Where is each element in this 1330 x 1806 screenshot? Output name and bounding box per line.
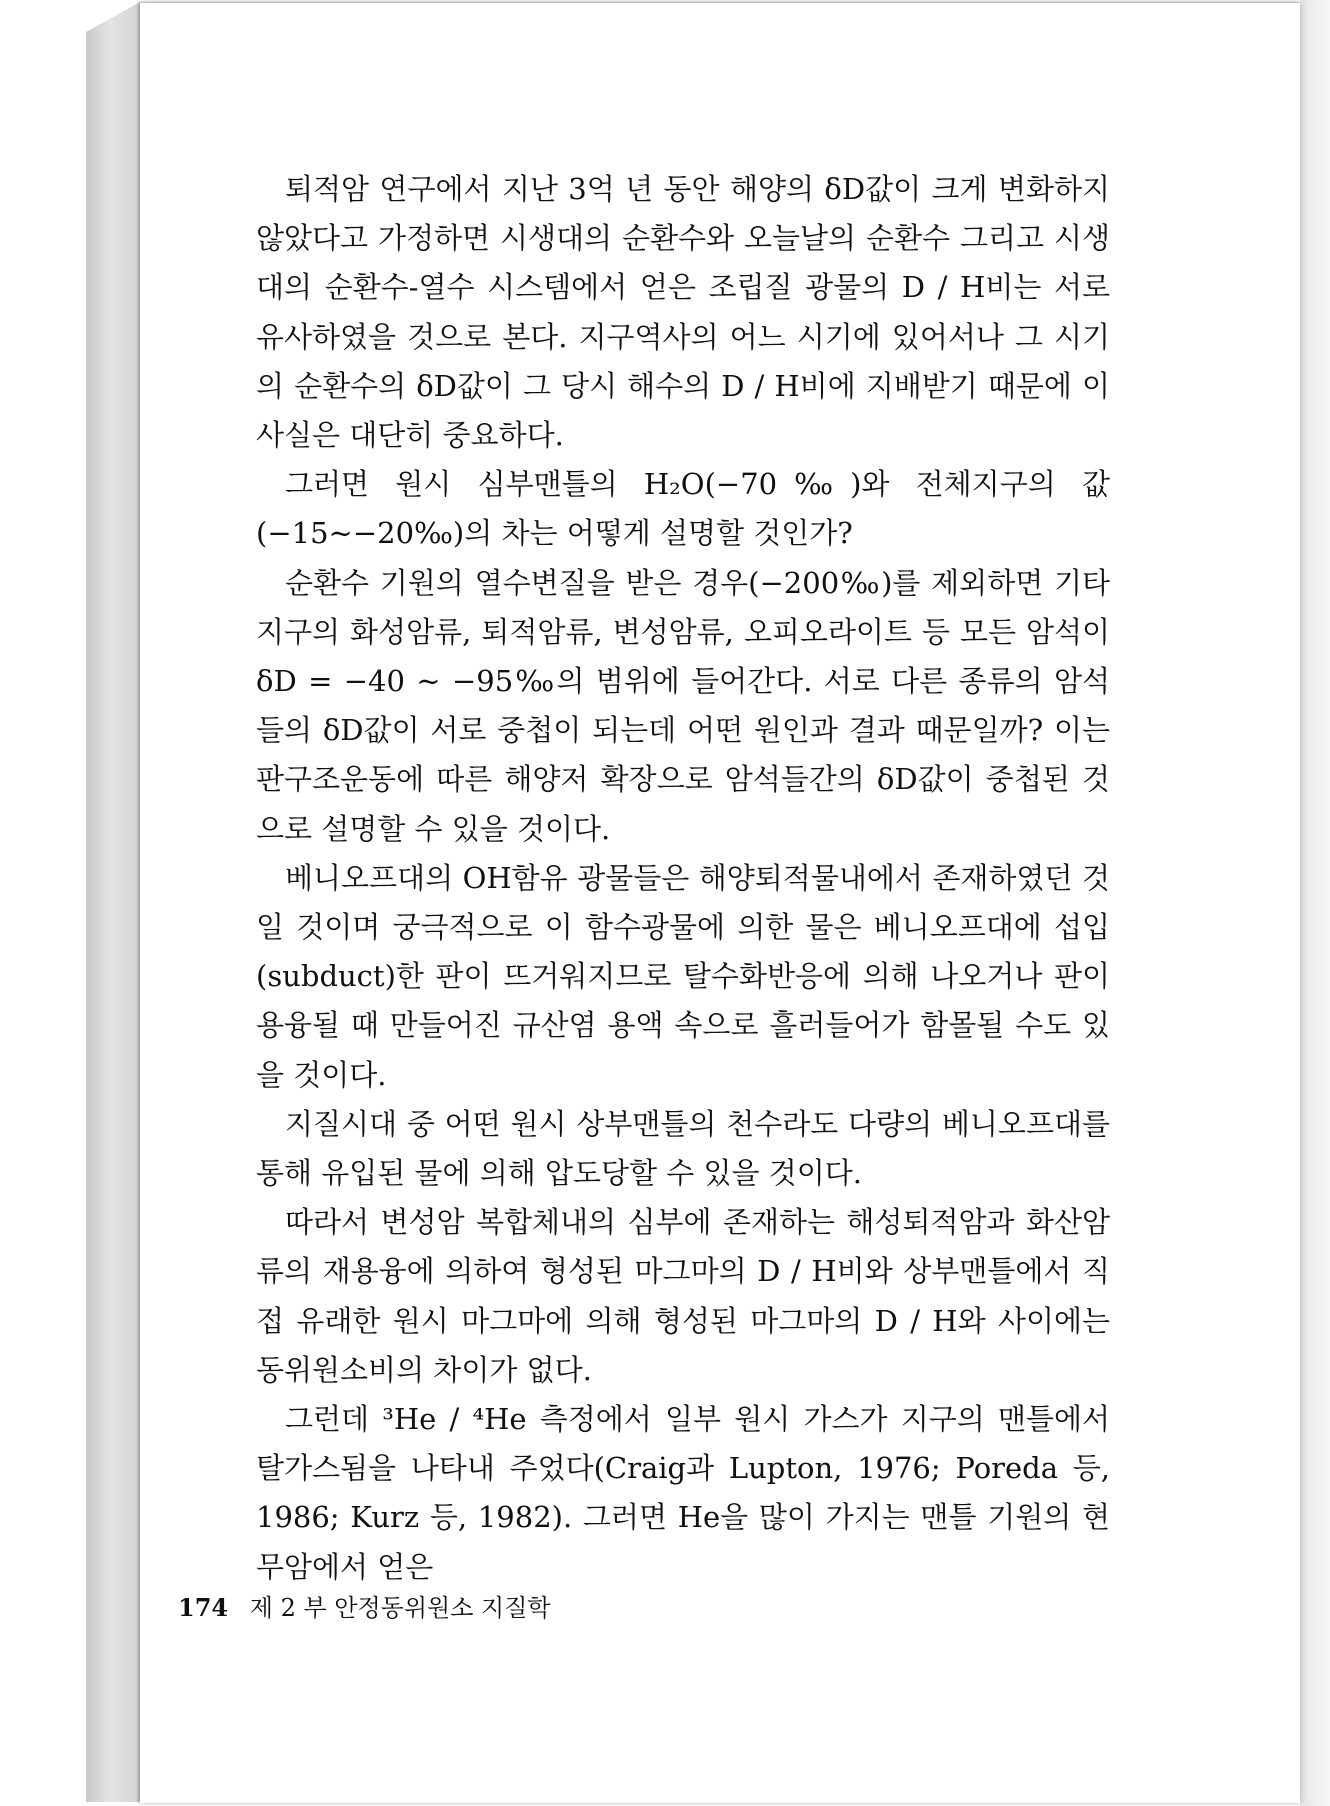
paragraph: 따라서 변성암 복합체내의 심부에 존재하는 해성퇴적암과 화산암류의 재용융에 의하여 형성된 마그마의 D / H비와 상부맨틀에서 직접 유래한 원시 마그마에 의해 형성된 마그마의 D / H와 사이에는 동위원소비의 차이가 없다. [256,1205,1110,1387]
paragraph: 베니오프대의 OH함유 광물들은 해양퇴적물내에서 존재하였던 것일 것이며 궁극적으로 이 함수광물에 의한 물은 베니오프대에 섭입(subduct)한 판이 뜨거워지므로 탈수화반응에 의해 나오거나 판이 용융될 때 만들어진 규산염 용액 속으로 흘러들어가 함몰될 수도 있을 것이다. [256,860,1110,1092]
part-label: 제 2 부 [249,1594,327,1622]
book-page [140,2,1300,1803]
paragraph: 그러면 원시 심부맨틀의 H₂O(−70‰)와 전체지구의 값(−15∼−20‰)의 차는 어떻게 설명할 것인가? [256,467,1110,551]
book-left-edge [86,2,140,1802]
book-right-edge [1300,0,1330,1806]
paragraph: 순환수 기원의 열수변질을 받은 경우(−200‰)를 제외하면 기타 지구의 화성암류, 퇴적암류, 변성암류, 오피오라이트 등 모든 암석이 δD = −40 ∼ −95‰의 범위에 들어간다. 서로 다른 종류의 암석들의 δD값이 서로 중첩이 되는데 어떤 원인과 결과 때문일까? 이는 판구조운동에 따른 해양저 확장으로 암석들간의 δD값이 중첩된 것으로 설명할 수 있을 것이다. [256,565,1110,846]
paragraph: 지질시대 중 어떤 원시 상부맨틀의 천수라도 다량의 베니오프대를 통해 유입된 물에 의해 압도당할 수 있을 것이다. [256,1106,1110,1191]
page-number: 174 [178,1593,229,1622]
paragraph: 퇴적암 연구에서 지난 3억 년 동안 해양의 δD값이 크게 변화하지 않았다고 가정하면 시생대의 순환수와 오늘날의 순환수 그리고 시생대의 순환수-열수 시스템에서 얻은 조립질 광물의 D / H비는 서로 유사하였을 것으로 본다. 지구역사의 어느 시기에 있어서나 그 시기의 순환수의 δD값이 그 당시 해수의 D / H비에 지배받기 때문에 이 사실은 대단히 중요하다. [256,172,1110,453]
page-footer [178,1588,551,1623]
body-text [256,165,1110,1592]
paragraph: 그런데 ³He / ⁴He 측정에서 일부 원시 가스가 지구의 맨틀에서 탈가스됨을 나타내 주었다(Craig과 Lupton, 1976; Poreda 등, 1986; Kurz 등, 1982). 그러면 He을 많이 가지는 맨틀 기원의 현무암에서 얻은 [256,1402,1110,1584]
part-title: 안정동위원소 지질학 [334,1594,551,1622]
